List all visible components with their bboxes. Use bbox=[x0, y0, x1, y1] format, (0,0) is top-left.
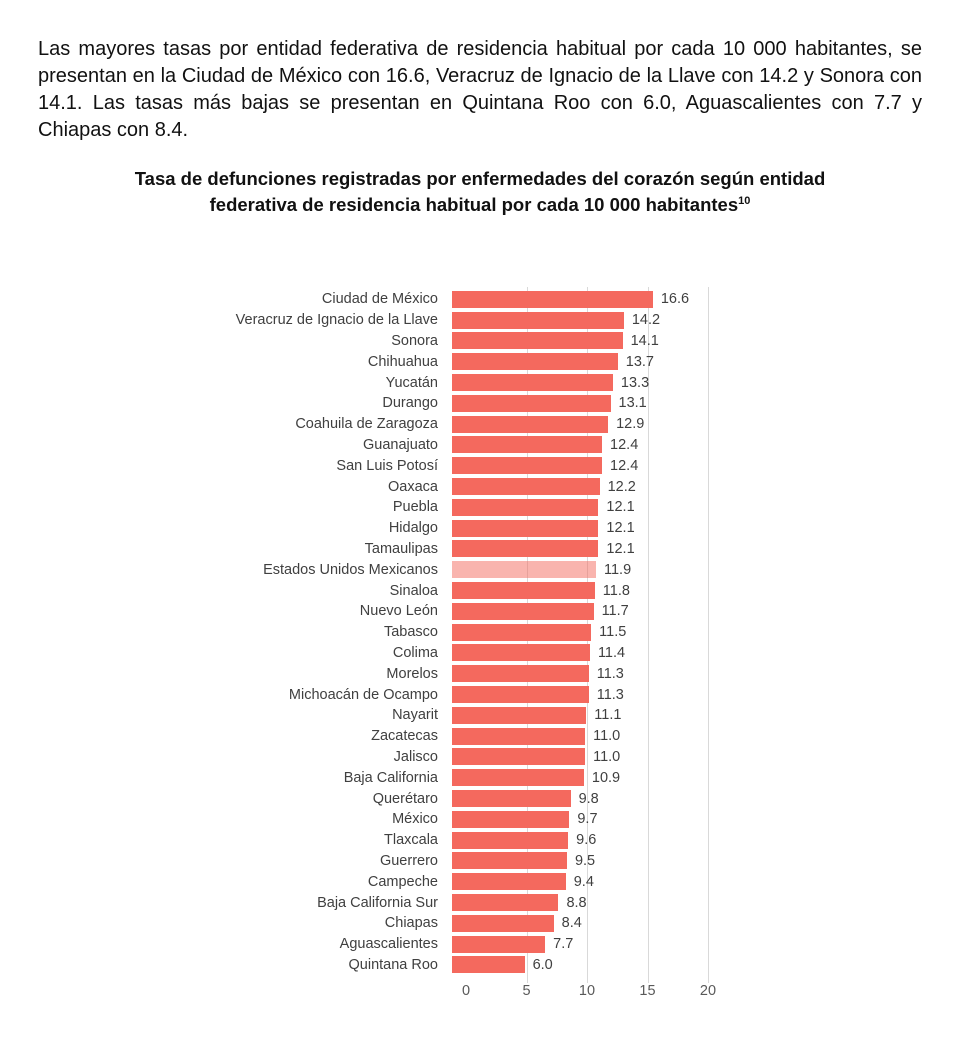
chart-row bbox=[24, 892, 960, 913]
bar-track bbox=[452, 811, 960, 828]
category-label: Morelos bbox=[386, 665, 438, 682]
value-label: 9.7 bbox=[577, 811, 598, 828]
chart-row bbox=[24, 767, 960, 788]
category-label: Querétaro bbox=[372, 790, 438, 807]
value-label: 11.8 bbox=[602, 582, 630, 599]
bar bbox=[452, 915, 554, 932]
chart-row bbox=[24, 913, 960, 934]
category-label: Puebla bbox=[392, 499, 438, 516]
category-label: Colima bbox=[392, 644, 438, 661]
value-label: 16.6 bbox=[660, 291, 690, 308]
bar-track bbox=[452, 312, 960, 329]
chart-row bbox=[24, 705, 960, 726]
value-label: 7.7 bbox=[553, 936, 574, 953]
value-label: 11.0 bbox=[593, 748, 621, 765]
bar bbox=[452, 478, 600, 495]
category-label: Oaxaca bbox=[388, 478, 438, 495]
bar bbox=[452, 852, 567, 869]
value-label: 12.2 bbox=[607, 478, 636, 495]
bar-track bbox=[452, 374, 960, 391]
chart-row bbox=[24, 643, 960, 664]
chart-row bbox=[24, 331, 960, 352]
category-label: Michoacán de Ocampo bbox=[288, 686, 438, 703]
bar bbox=[452, 520, 598, 537]
bar-track bbox=[452, 353, 960, 370]
chart-row bbox=[24, 871, 960, 892]
value-label: 11.9 bbox=[603, 561, 632, 578]
chart-row bbox=[24, 601, 960, 622]
x-tick-label: 15 bbox=[639, 983, 656, 1000]
bar-track bbox=[452, 582, 960, 599]
bar bbox=[452, 728, 585, 745]
category-label: San Luis Potosí bbox=[336, 457, 438, 474]
category-label: Veracruz de Ignacio de la Llave bbox=[235, 312, 438, 329]
value-label: 9.4 bbox=[573, 873, 594, 890]
bar-track bbox=[452, 457, 960, 474]
category-label: Yucatán bbox=[385, 374, 438, 391]
chart-row bbox=[24, 726, 960, 747]
chart-row bbox=[24, 788, 960, 809]
category-label: Durango bbox=[382, 395, 438, 412]
bar-track bbox=[452, 561, 960, 578]
bar-track bbox=[452, 478, 960, 495]
bar bbox=[452, 665, 589, 682]
chart-row bbox=[24, 851, 960, 872]
value-label: 11.1 bbox=[594, 707, 622, 724]
category-label: Jalisco bbox=[393, 748, 438, 765]
category-label: Tlaxcala bbox=[384, 832, 438, 849]
category-label: Chihuahua bbox=[367, 353, 438, 370]
bar-track bbox=[452, 748, 960, 765]
bar-track bbox=[452, 603, 960, 620]
value-label: 13.7 bbox=[625, 353, 654, 370]
bar-track bbox=[452, 416, 960, 433]
value-label: 14.1 bbox=[630, 332, 659, 349]
bar-track bbox=[452, 520, 960, 537]
bar-track bbox=[452, 499, 960, 516]
chart-row bbox=[24, 830, 960, 851]
bar bbox=[452, 374, 613, 391]
chart-row bbox=[24, 518, 960, 539]
chart-row bbox=[24, 476, 960, 497]
bar bbox=[452, 748, 585, 765]
bar bbox=[452, 894, 558, 911]
value-label: 12.1 bbox=[606, 499, 635, 516]
bar-track bbox=[452, 915, 960, 932]
bar-track bbox=[452, 936, 960, 953]
bar bbox=[452, 624, 591, 641]
chart-row bbox=[24, 455, 960, 476]
bar bbox=[452, 603, 594, 620]
value-label: 9.8 bbox=[578, 790, 599, 807]
value-label: 9.6 bbox=[576, 832, 597, 849]
bar bbox=[452, 790, 571, 807]
category-label: Sonora bbox=[391, 332, 438, 349]
bar-track bbox=[452, 728, 960, 745]
bar bbox=[452, 832, 568, 849]
footnote-superscript: 10 bbox=[738, 194, 751, 207]
bar-track bbox=[452, 769, 960, 786]
chart-row bbox=[24, 955, 960, 976]
x-tick-label: 5 bbox=[522, 983, 531, 1000]
x-tick-label: 0 bbox=[461, 983, 471, 1000]
bar-track bbox=[452, 332, 960, 349]
chart-row bbox=[24, 310, 960, 331]
category-label: Aguascalientes bbox=[339, 936, 438, 953]
chart-row bbox=[24, 372, 960, 393]
category-label: Guerrero bbox=[379, 852, 438, 869]
bar-track bbox=[452, 540, 960, 557]
bar-highlighted bbox=[452, 561, 596, 578]
bar bbox=[452, 416, 608, 433]
bar-track bbox=[452, 624, 960, 641]
chart-row bbox=[24, 559, 960, 580]
category-label: México bbox=[392, 811, 438, 828]
chart-row bbox=[24, 622, 960, 643]
value-label: 12.1 bbox=[606, 520, 635, 537]
intro-paragraph: Las mayores tasas por entidad federativa de residencia habitual por cada 10 000 habitantes, se presentan en la Ciudad de México con 16.6, Veracruz de Ignacio de la Llave con 14.2 y Sonora con 14.1. Las tasas más bajas se presentan en Quintana Roo con 6.0, Aguascalientes con 7.7 y Chiapas con 8.4. bbox=[38, 38, 922, 141]
bar-track bbox=[452, 707, 960, 724]
chart-row bbox=[24, 393, 960, 414]
category-label: Nayarit bbox=[392, 707, 438, 724]
x-tick-label: 10 bbox=[578, 983, 596, 1000]
bar bbox=[452, 395, 611, 412]
bar bbox=[452, 291, 653, 308]
value-label: 13.1 bbox=[618, 395, 647, 412]
value-label: 12.1 bbox=[606, 540, 635, 557]
value-label: 8.8 bbox=[566, 894, 587, 911]
bar bbox=[452, 353, 618, 370]
category-label: Ciudad de México bbox=[321, 291, 438, 308]
bar-track bbox=[452, 790, 960, 807]
bar bbox=[452, 540, 598, 557]
chart-title bbox=[90, 166, 870, 218]
bar-track bbox=[452, 644, 960, 661]
chart-row bbox=[24, 539, 960, 560]
value-label: 11.5 bbox=[599, 624, 627, 641]
category-label: Estados Unidos Mexicanos bbox=[263, 561, 438, 578]
value-label: 11.0 bbox=[593, 728, 621, 745]
bar bbox=[452, 956, 525, 973]
bar bbox=[452, 644, 590, 661]
category-label: Coahuila de Zaragoza bbox=[295, 416, 438, 433]
value-label: 12.4 bbox=[610, 457, 639, 474]
bar bbox=[452, 936, 545, 953]
chart-row bbox=[24, 414, 960, 435]
chart-row bbox=[24, 289, 960, 310]
bar bbox=[452, 811, 569, 828]
category-label: Nuevo León bbox=[359, 603, 438, 620]
category-label: Zacatecas bbox=[371, 728, 438, 745]
chart-row bbox=[24, 809, 960, 830]
category-label: Hidalgo bbox=[388, 520, 438, 537]
bar-track bbox=[452, 665, 960, 682]
bar bbox=[452, 457, 602, 474]
bar bbox=[452, 769, 584, 786]
category-label: Sinaloa bbox=[389, 582, 438, 599]
bar-track bbox=[452, 395, 960, 412]
chart-row bbox=[24, 435, 960, 456]
category-label: Tamaulipas bbox=[364, 540, 438, 557]
chart-row bbox=[24, 684, 960, 705]
bar-track bbox=[452, 956, 960, 973]
category-label: Guanajuato bbox=[363, 436, 438, 453]
bar-track bbox=[452, 873, 960, 890]
bar bbox=[452, 582, 595, 599]
value-label: 12.4 bbox=[610, 436, 639, 453]
value-label: 11.7 bbox=[601, 603, 629, 620]
bar bbox=[452, 312, 624, 329]
chart-row bbox=[24, 663, 960, 684]
category-label: Tabasco bbox=[383, 624, 438, 641]
chart-title-text: Tasa de defunciones registradas por enfermedades del corazón según entidad federativa de residencia habitual por cada 10 000 habitantes bbox=[134, 168, 826, 215]
bar bbox=[452, 436, 602, 453]
bar bbox=[452, 332, 623, 349]
value-label: 14.2 bbox=[631, 312, 661, 329]
chart-row bbox=[24, 351, 960, 372]
bar-track bbox=[452, 894, 960, 911]
category-label: Campeche bbox=[367, 873, 438, 890]
category-label: Quintana Roo bbox=[348, 956, 438, 973]
chart-rows bbox=[24, 289, 960, 975]
chart-row bbox=[24, 497, 960, 518]
bar bbox=[452, 707, 586, 724]
value-label: 11.3 bbox=[596, 686, 624, 703]
chart-row bbox=[24, 580, 960, 601]
value-label: 13.3 bbox=[620, 374, 650, 391]
value-label: 11.4 bbox=[597, 644, 626, 661]
chart-row bbox=[24, 747, 960, 768]
value-label: 12.9 bbox=[616, 416, 645, 433]
chart-x-axis bbox=[461, 983, 960, 1005]
chart-row bbox=[24, 934, 960, 955]
bar-track bbox=[452, 832, 960, 849]
bar-track bbox=[452, 291, 960, 308]
category-label: Baja California bbox=[343, 769, 438, 786]
value-label: 11.3 bbox=[596, 665, 624, 682]
bar bbox=[452, 873, 566, 890]
x-tick-label: 20 bbox=[699, 983, 717, 1000]
category-label: Chiapas bbox=[384, 915, 438, 932]
bar-track bbox=[452, 686, 960, 703]
value-label: 10.9 bbox=[591, 769, 621, 786]
bar bbox=[452, 686, 589, 703]
value-label: 6.0 bbox=[532, 956, 553, 973]
bar-track bbox=[452, 436, 960, 453]
bar bbox=[452, 499, 598, 516]
value-label: 9.5 bbox=[574, 852, 596, 869]
bar-track bbox=[452, 852, 960, 869]
bar-chart bbox=[24, 289, 960, 1005]
value-label: 8.4 bbox=[561, 915, 582, 932]
category-label: Baja California Sur bbox=[317, 894, 438, 911]
